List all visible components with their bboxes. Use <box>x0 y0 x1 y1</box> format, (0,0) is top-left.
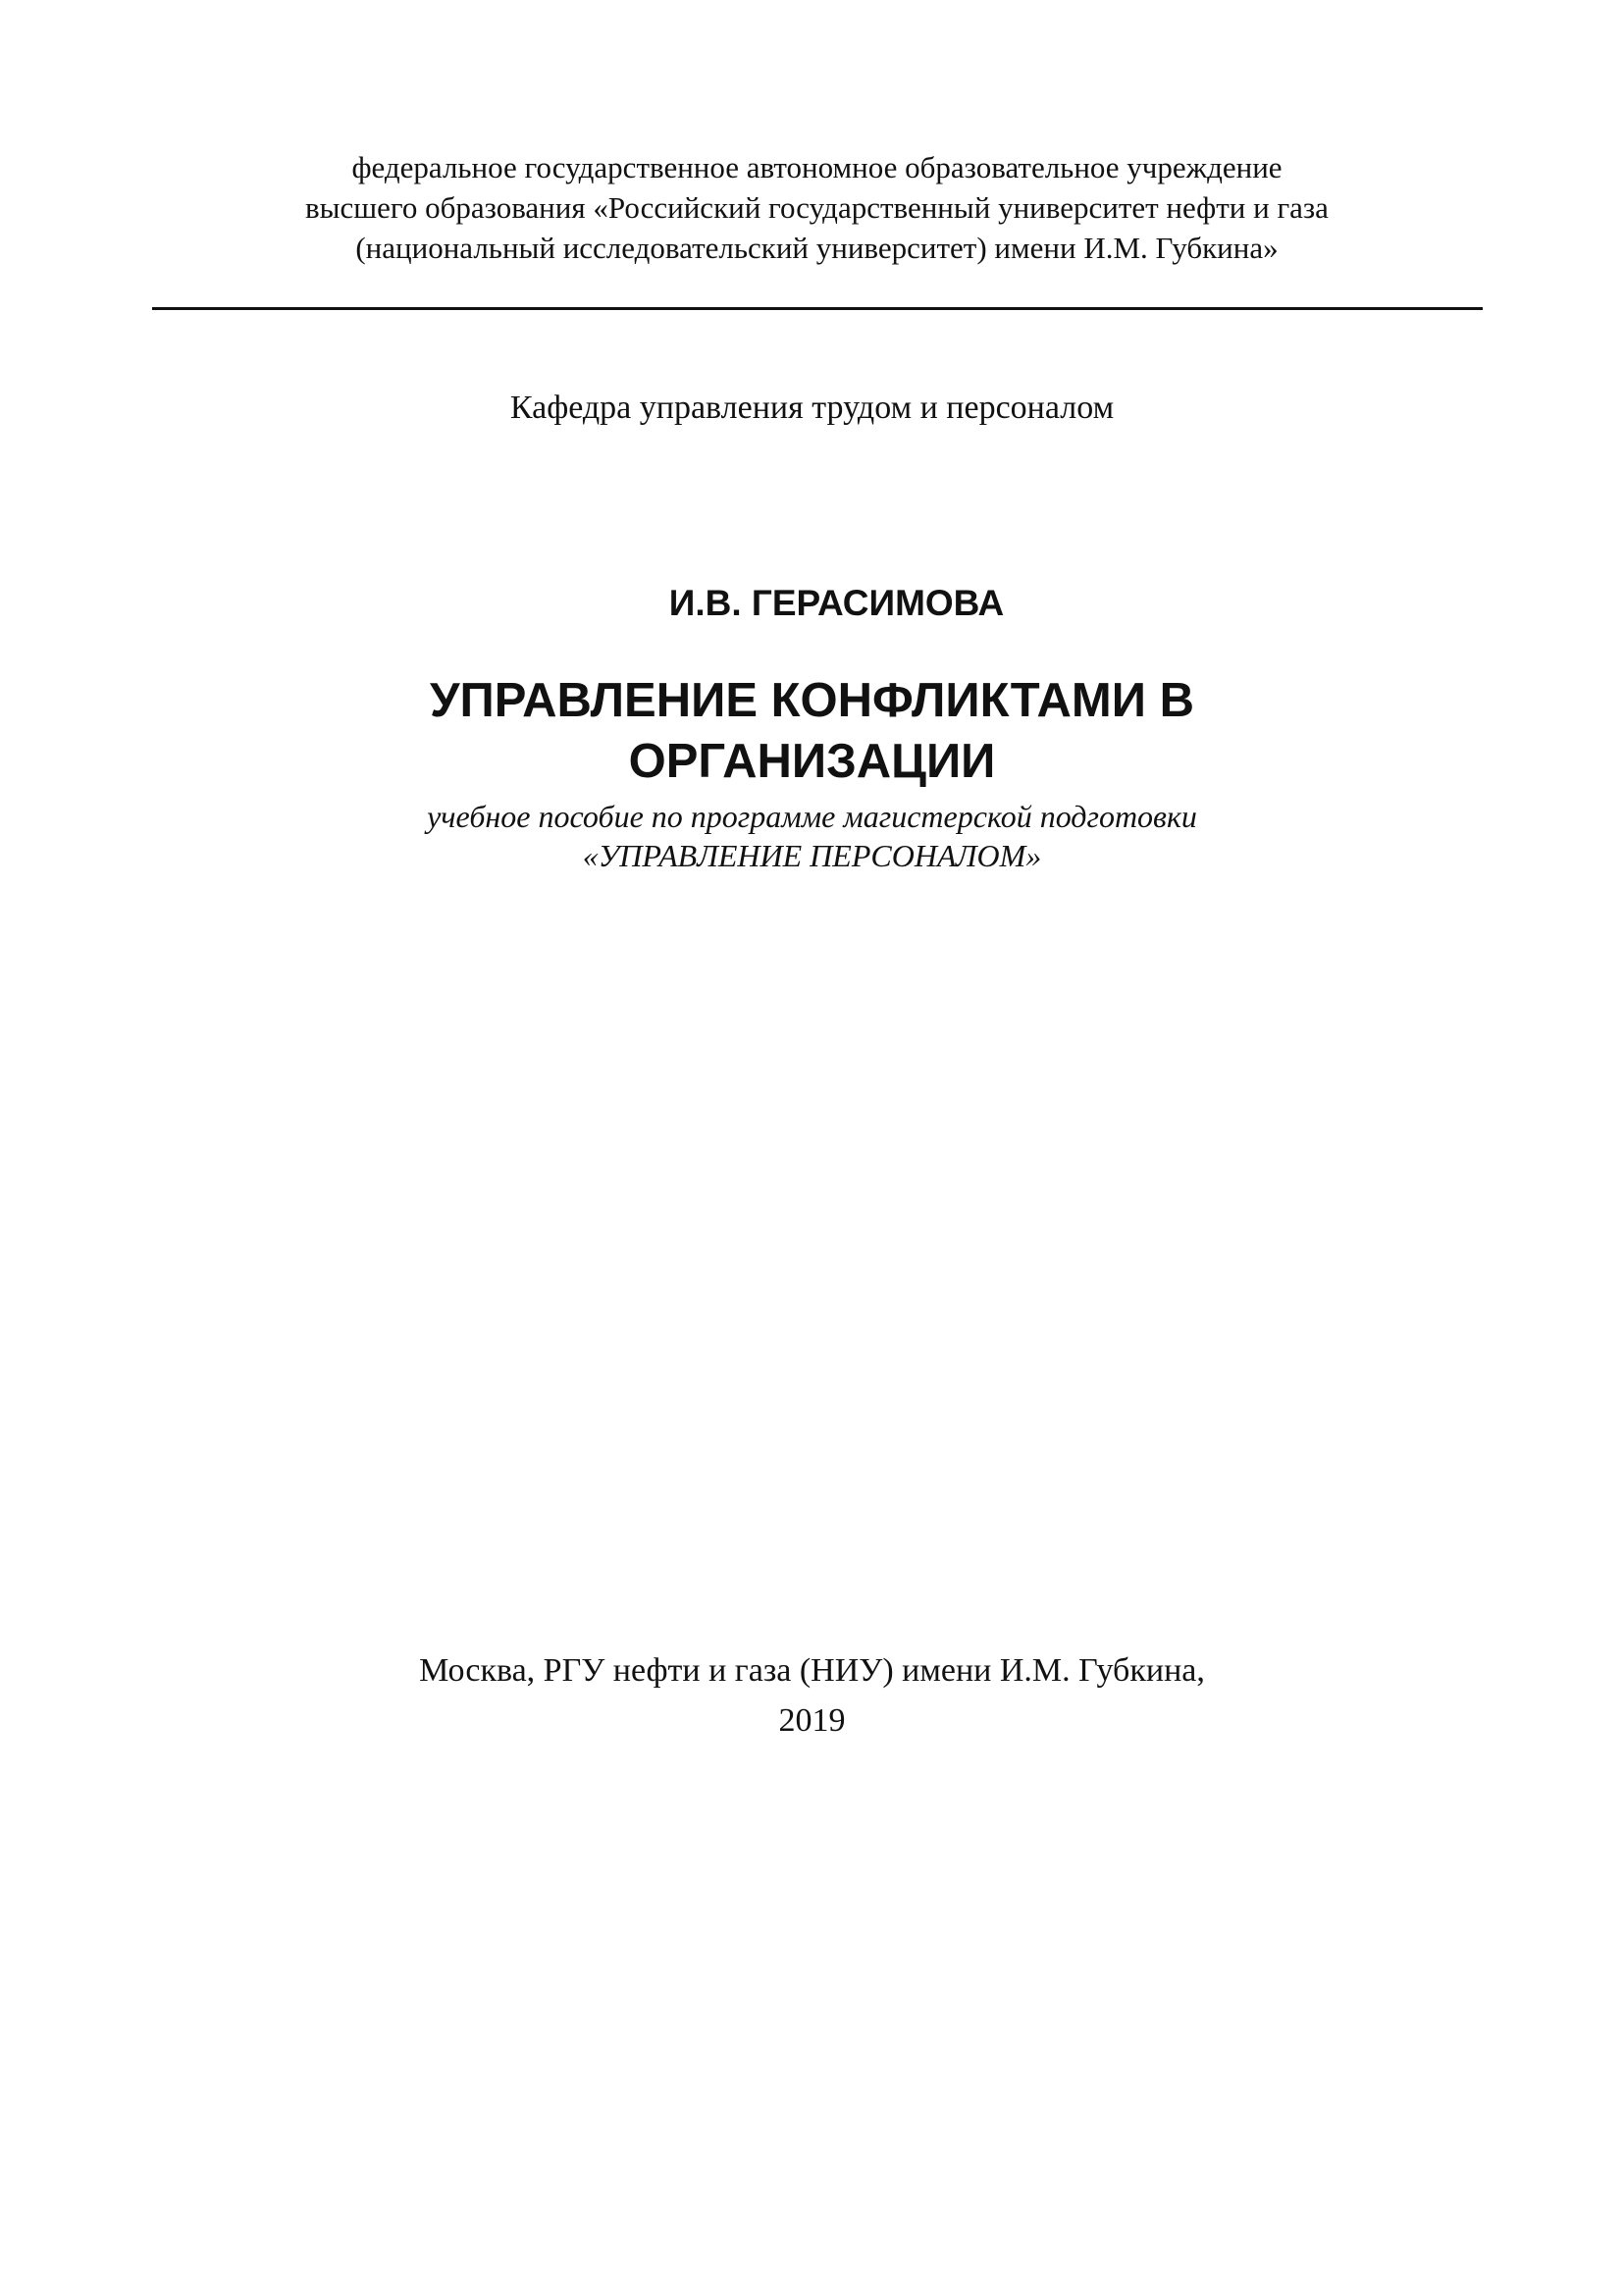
title-line-1: УПРАВЛЕНИЕ КОНФЛИКТАМИ В <box>430 674 1194 727</box>
title-line-2: ОРГАНИЗАЦИИ <box>628 735 996 788</box>
imprint-place-publisher: Москва, РГУ нефти и газа (НИУ) имени И.М. Губкина, <box>419 1652 1205 1689</box>
institution-line-2: высшего образования «Российский государственный университет нефти и газа <box>305 190 1329 225</box>
institution-header <box>152 147 1482 268</box>
header-divider <box>152 307 1483 310</box>
subtitle-line-1: учебное пособие по программе магистерской подготовки <box>427 799 1197 834</box>
department-name: Кафедра управления трудом и персоналом <box>509 390 1115 426</box>
author-name: И.В. ГЕРАСИМОВА <box>668 583 1005 623</box>
institution-line-3: (национальный исследовательский университет) имени И.М. Губкина» <box>355 231 1279 265</box>
subtitle-line-2: «УПРАВЛЕНИЕ ПЕРСОНАЛОМ» <box>582 838 1042 873</box>
imprint <box>0 1645 1624 1746</box>
document-title <box>0 670 1624 792</box>
imprint-year: 2019 <box>778 1702 846 1739</box>
institution-line-1: федеральное государственное автономное образовательное учреждение <box>351 150 1283 184</box>
document-subtitle <box>0 797 1624 875</box>
